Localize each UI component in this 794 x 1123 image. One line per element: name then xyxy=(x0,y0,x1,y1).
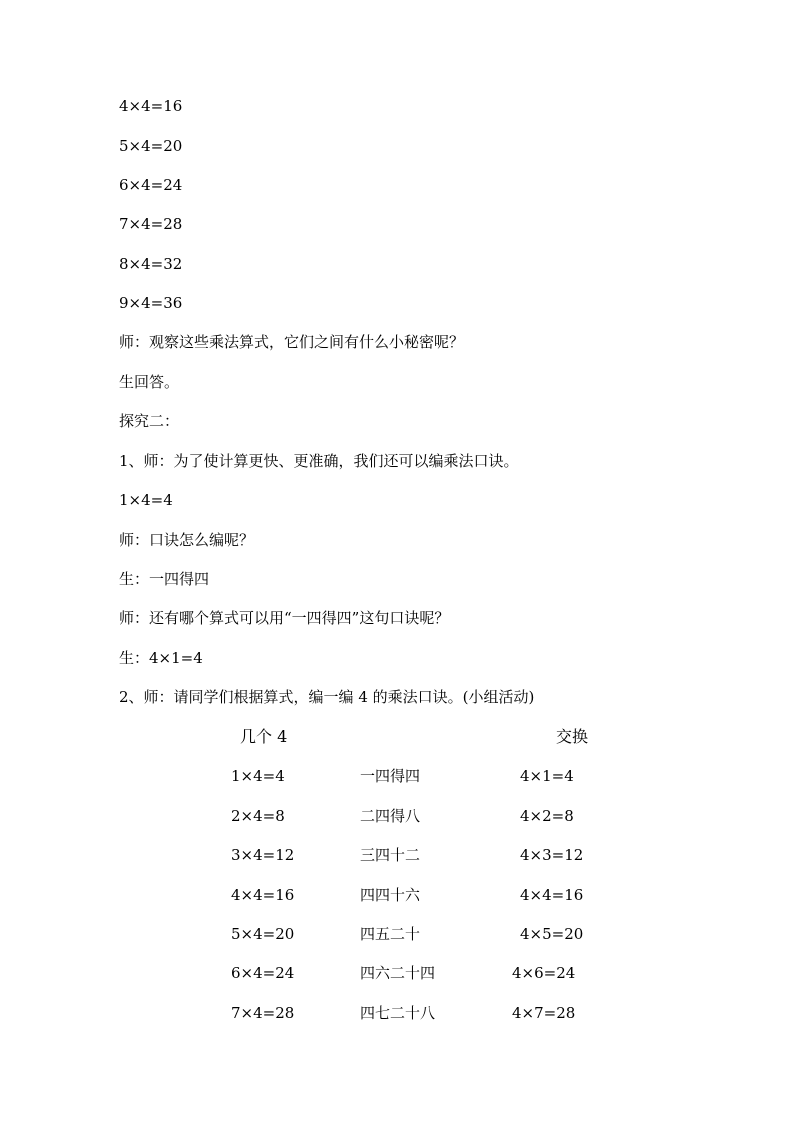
table-rhyme: 四五二十 xyxy=(360,925,421,943)
teacher-question: 师：口诀怎么编呢？ xyxy=(119,531,255,549)
student-answer: 生回答。 xyxy=(119,373,180,391)
table-rhyme: 二四得八 xyxy=(360,807,421,825)
table-swap: 4×6=24 xyxy=(512,964,576,982)
equation-line: 4×4=16 xyxy=(119,97,183,115)
teacher-question: 师：还有哪个算式可以用“一四得四”这句口诀呢？ xyxy=(119,609,450,627)
table-swap: 4×4=16 xyxy=(520,886,584,904)
table-swap: 4×7=28 xyxy=(512,1004,576,1022)
teacher-statement: 1、师：为了使计算更快、更准确，我们还可以编乘法口诀。 xyxy=(119,452,519,470)
student-answer: 生：4×1=4 xyxy=(119,649,203,667)
table-eq: 6×4=24 xyxy=(231,964,295,982)
table-rhyme: 四四十六 xyxy=(360,886,421,904)
table-eq: 4×4=16 xyxy=(231,886,295,904)
equation-line: 1×4=4 xyxy=(119,491,173,509)
activity-instruction: 2、师：请同学们根据算式，编一编 4 的乘法口诀。(小组活动) xyxy=(119,688,535,706)
student-answer: 生：一四得四 xyxy=(119,570,210,588)
table-rhyme: 一四得四 xyxy=(360,767,421,785)
table-swap: 4×3=12 xyxy=(520,846,584,864)
table-swap: 4×2=8 xyxy=(520,807,574,825)
table-eq: 5×4=20 xyxy=(231,925,295,943)
equation-line: 6×4=24 xyxy=(119,176,183,194)
section-heading: 探究二： xyxy=(119,412,180,430)
table-header-swap: 交换 xyxy=(556,727,589,746)
equation-line: 7×4=28 xyxy=(119,215,183,233)
equation-line: 8×4=32 xyxy=(119,255,183,273)
equation-line: 9×4=36 xyxy=(119,294,183,312)
table-eq: 7×4=28 xyxy=(231,1004,295,1022)
table-rhyme: 三四十二 xyxy=(360,846,421,864)
table-swap: 4×5=20 xyxy=(520,925,584,943)
table-rhyme: 四六二十四 xyxy=(360,964,436,982)
table-eq: 3×4=12 xyxy=(231,846,295,864)
table-eq: 2×4=8 xyxy=(231,807,285,825)
equation-line: 5×4=20 xyxy=(119,137,183,155)
table-header-groups-of-4: 几个 4 xyxy=(240,727,288,746)
table-rhyme: 四七二十八 xyxy=(360,1004,436,1022)
teacher-question: 师：观察这些乘法算式，它们之间有什么小秘密呢？ xyxy=(119,333,465,351)
table-swap: 4×1=4 xyxy=(520,767,574,785)
table-eq: 1×4=4 xyxy=(231,767,285,785)
